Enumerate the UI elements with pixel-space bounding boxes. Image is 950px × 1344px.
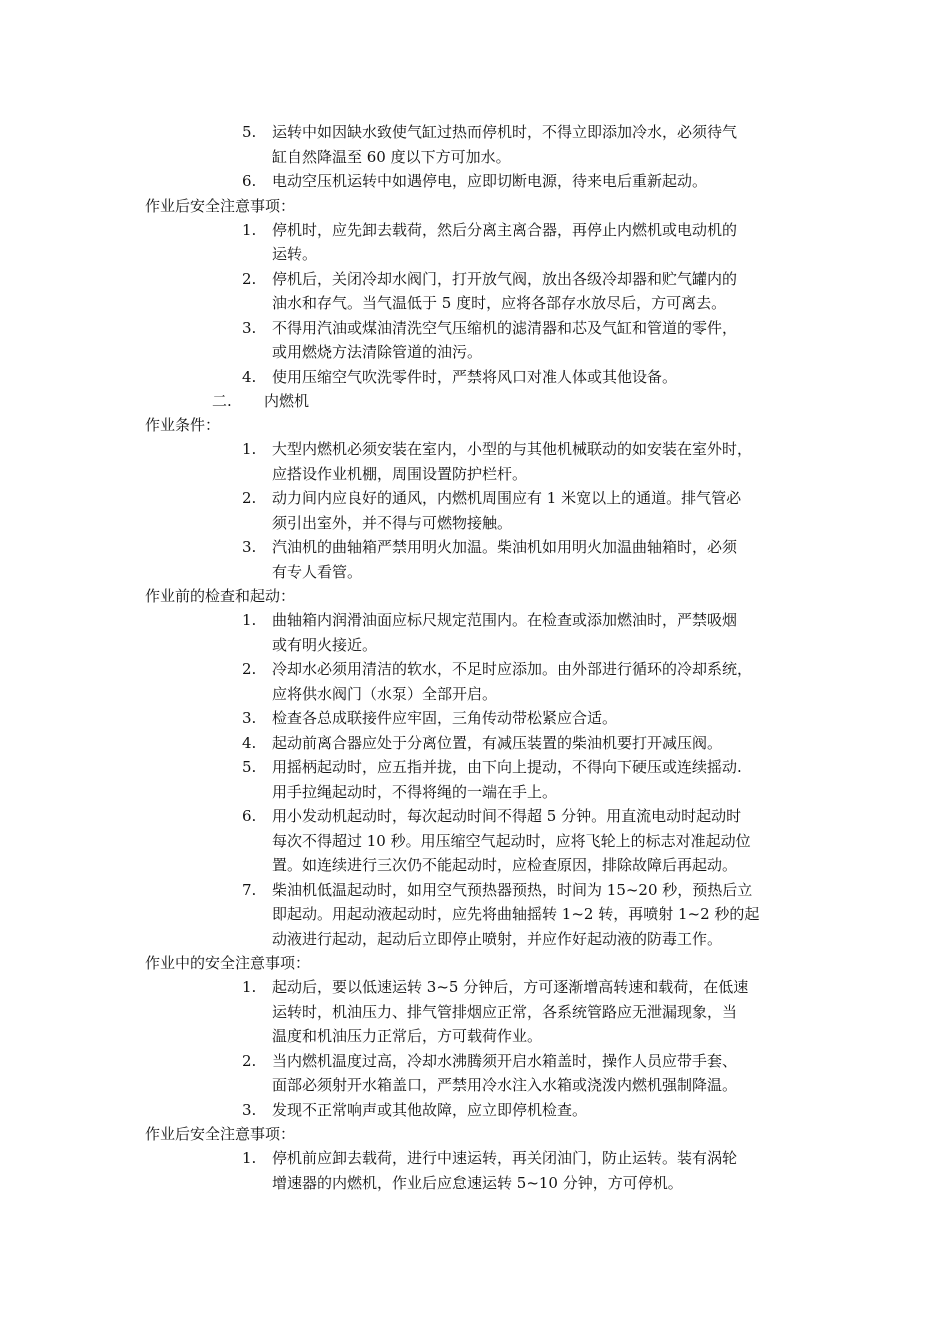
list-item-number: 7.: [242, 880, 257, 899]
document-page: [0, 120, 950, 1195]
section-heading: 作业前的检查和起动：: [145, 587, 296, 605]
list-item-number: 2.: [242, 489, 257, 507]
list-item-text-line: 柴油机低温起动时，如用空气预热器预热，时间为 15~20 秒，预热后立: [272, 880, 753, 899]
list-item: [242, 535, 812, 584]
list-item-text-line: 发现不正常响声或其他故障，应立即停机检查。: [272, 1100, 588, 1119]
list-item-text-line: 当内燃机温度过高，冷却水沸腾须开启水箱盖时，操作人员应带手套、: [272, 1051, 738, 1070]
list-item: [242, 804, 812, 878]
list-item-text-line: 增速器的内燃机，作业后应怠速运转 5~10 分钟，方可停机。: [272, 1173, 683, 1192]
section-heading: 作业后安全注意事项：: [145, 196, 296, 215]
list-item-text-line: 缸自然降温至 60 度以下方可加水。: [272, 147, 511, 166]
list-item-text-line: 停机后，关闭冷却水阀门，打开放气阀，放出各级冷却器和贮气罐内的: [272, 269, 738, 288]
list-item-text-line: 起动后，要以低速运转 3~5 分钟后，方可逐渐增高转速和载荷，在低速: [272, 978, 749, 996]
list-item-text-line: 须引出室外，并不得与可燃物接触。: [272, 513, 513, 532]
list-item: [242, 1049, 812, 1098]
list-item-text-line: 或用燃烧方法清除管道的油污。: [272, 343, 483, 361]
list-item-text-line: 应将供水阀门（水泵）全部开启。: [272, 684, 498, 703]
list-item-number: 4.: [242, 367, 257, 386]
list-item-text-line: 使用压缩空气吹洗零件时，严禁将风口对准人体或其他设备。: [272, 367, 678, 386]
list-item-number: 1.: [242, 220, 257, 239]
list-item: [242, 316, 812, 365]
list-item-text-line: 运转时，机油压力、排气管排烟应正常，各系统管路应无泄漏现象，当: [272, 1002, 738, 1021]
list-item: [242, 365, 812, 390]
list-item-text-line: 检查各总成联接件应牢固，三角传动带松紧应合适。: [272, 709, 618, 727]
list-item-text-line: 用小发动机起动时，每次起动时间不得超 5 分钟。用直流电动时起动时: [272, 807, 742, 825]
list-item-number: 3.: [242, 709, 257, 727]
chapter-heading: [212, 389, 950, 413]
list-item-number: 3.: [242, 1100, 257, 1119]
chapter-number: 二.: [212, 392, 232, 410]
list-item-text-line: 置。如连续进行三次仍不能起动时，应检查原因，排除故障后再起动。: [272, 856, 738, 874]
list-item-number: 1.: [242, 440, 257, 458]
list-item-text-line: 动液进行起动，起动后立即停止喷射，并应作好起动液的防毒工作。: [272, 929, 723, 948]
list-item-number: 3.: [242, 538, 257, 556]
list-item-text-line: 或有明火接近。: [272, 635, 378, 654]
list-item-text-line: 运转。: [272, 245, 318, 263]
list-item: [242, 169, 812, 194]
list-item: [242, 1146, 812, 1195]
section-heading: 作业条件：: [145, 416, 221, 434]
list-item-number: 1.: [242, 611, 257, 629]
list-item-text-line: 大型内燃机必须安装在室内，小型的与其他机械联动的如安装在室外时，: [272, 440, 753, 458]
list-item-text-line: 面部必须射开水箱盖口，严禁用冷水注入水箱或浇泼内燃机强制降温。: [272, 1076, 738, 1094]
section-heading: 作业后安全注意事项：: [145, 1125, 296, 1143]
list-item-text-line: 动力间内应良好的通风，内燃机周围应有 1 米宽以上的通道。排气管必: [272, 489, 742, 507]
list-item: [242, 486, 812, 535]
list-item-number: 2.: [242, 269, 257, 288]
list-item-number: 6.: [242, 172, 257, 190]
list-item-number: 3.: [242, 318, 257, 337]
list-item-text-line: 曲轴箱内润滑油面应标尺规定范围内。在检查或添加燃油时，严禁吸烟: [272, 611, 738, 629]
list-item-number: 1.: [242, 1149, 257, 1167]
list-item-number: 5.: [242, 758, 257, 776]
list-item-text-line: 不得用汽油或煤油清洗空气压缩机的滤清器和芯及气缸和管道的零件，: [272, 318, 738, 337]
list-item: [242, 267, 812, 316]
list-item-number: 5.: [242, 123, 257, 141]
list-item: [242, 218, 812, 267]
list-item: [242, 1098, 812, 1123]
list-item: [242, 706, 812, 731]
list-item: [242, 755, 812, 804]
section-heading: 作业中的安全注意事项：: [145, 954, 311, 972]
list-item-number: 6.: [242, 807, 257, 825]
list-item-text-line: 起动前离合器应处于分离位置，有减压装置的柴油机要打开减压阀。: [272, 733, 723, 752]
list-item-text-line: 停机前应卸去载荷，进行中速运转，再关闭油门，防止运转。装有涡轮: [272, 1149, 738, 1167]
list-item-text-line: 冷却水必须用清洁的软水，不足时应添加。由外部进行循环的冷却系统，: [272, 660, 753, 678]
list-item: [242, 975, 812, 1049]
list-item-number: 2.: [242, 1051, 257, 1070]
list-item-text-line: 用摇柄起动时，应五指并拢，由下向上提动，不得向下硬压或连续摇动.: [272, 758, 742, 776]
list-item: [242, 878, 812, 952]
list-item: [242, 120, 812, 169]
list-item-number: 1.: [242, 978, 257, 996]
chapter-title: 内燃机: [264, 392, 310, 410]
list-item-text-line: 运转中如因缺水致使气缸过热而停机时，不得立即添加冷水，必须待气: [272, 123, 738, 141]
list-item: [242, 437, 812, 486]
list-item-text-line: 每次不得超过 10 秒。用压缩空气起动时，应将飞轮上的标志对准起动位: [272, 831, 751, 850]
list-item-text-line: 温度和机油压力正常后，方可载荷作业。: [272, 1027, 543, 1045]
list-item-number: 4.: [242, 733, 257, 752]
list-item-text-line: 汽油机的曲轴箱严禁用明火加温。柴油机如用明火加温曲轴箱时，必须: [272, 538, 738, 556]
list-item: [242, 731, 812, 756]
list-item: [242, 657, 812, 706]
list-item-text-line: 应搭设作业机棚，周围设置防护栏杆。: [272, 464, 528, 483]
list-item-text-line: 有专人看管。: [272, 562, 363, 581]
list-item-text-line: 停机时，应先卸去载荷，然后分离主离合器，再停止内燃机或电动机的: [272, 220, 738, 239]
list-item-number: 2.: [242, 660, 257, 678]
list-item: [242, 608, 812, 657]
list-item-text-line: 用手拉绳起动时，不得将绳的一端在手上。: [272, 782, 558, 801]
list-item-text-line: 电动空压机运转中如遇停电，应即切断电源，待来电后重新起动。: [272, 172, 708, 190]
list-item-text-line: 即起动。用起动液起动时，应先将曲轴摇转 1~2 转，再喷射 1~2 秒的起: [272, 905, 760, 923]
list-item-text-line: 油水和存气。当气温低于 5 度时，应将各部存水放尽后，方可离去。: [272, 294, 727, 312]
